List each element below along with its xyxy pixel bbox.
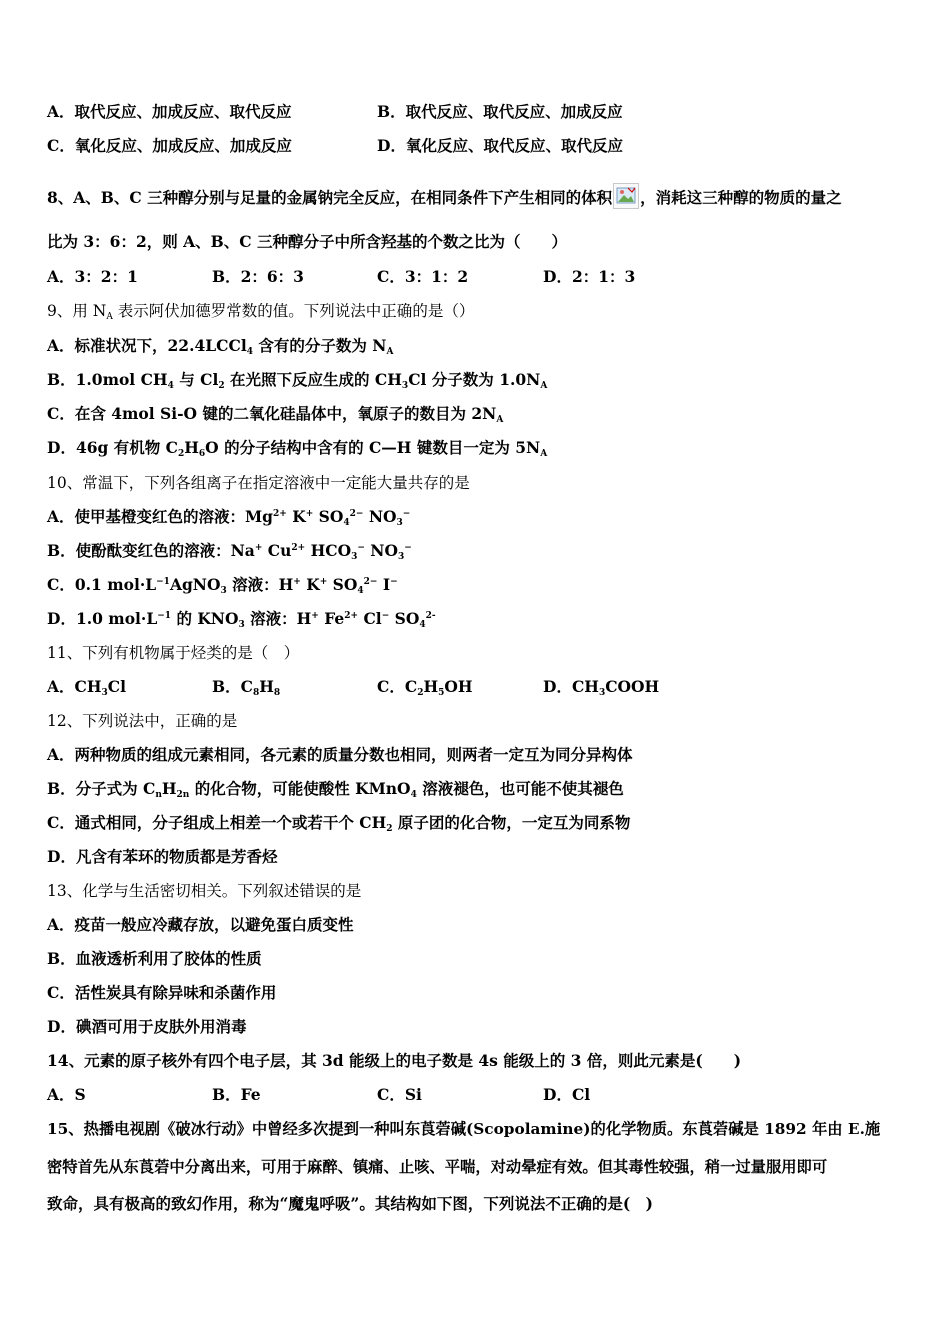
q9-option-a: A．标准状况下，22.4LCCl$_4$ 含有的分子数为 $N_A$ xyxy=(47,336,394,357)
q15-stem-line1: 15、热播电视剧《破冰行动》中曾经多次提到一种叫东莨菪碱(Scopolamine)的化学物质。东莨菪碱是 1892 年由 E.施 xyxy=(47,1120,881,1138)
q13-option-a: A．疫苗一般应冷藏存放，以避免蛋白质变性 xyxy=(47,915,354,934)
q13-option-c: C．活性炭具有除异味和杀菌作用 xyxy=(47,983,277,1002)
q14-option-a: A．S xyxy=(47,1085,86,1104)
q7-option-c: C．氧化反应、加成反应、加成反应 xyxy=(47,136,292,155)
q14-option-d: D．Cl xyxy=(543,1085,591,1104)
q8-stem-line2: 比为 3：6：2，则 A、B、C 三种醇分子中所含羟基的个数之比为（ ） xyxy=(47,232,568,251)
q14-stem: 14、元素的原子核外有四个电子层，其 3d 能级上的电子数是 4s 能级上的 3 倍，则此元素是( ) xyxy=(47,1051,742,1070)
q8-option-a: A．3：2：1 xyxy=(47,267,138,286)
q15-stem-line2: 密特首先从东莨菪中分离出来，可用于麻醉、镇痛、止咳、平喘，对动晕症有效。但其毒性较强，稍一过量服用即可 xyxy=(47,1158,828,1176)
q14-option-b: B．Fe xyxy=(212,1085,261,1104)
q11-option-d: D．$CH_3COOH$ xyxy=(543,677,660,698)
broken-image-icon xyxy=(613,183,639,209)
q7-option-a: A．取代反应、加成反应、取代反应 xyxy=(47,102,292,121)
q10-option-b: B．使酚酞变红色的溶液：Na+ $Cu^{2+}$ $HCO_3^-$ $NO_3^-$ xyxy=(47,541,412,562)
q9-stem: 9、用 $N_A$ 表示阿伏加德罗常数的值。下列说法中正确 · ·的是（） xyxy=(47,301,474,321)
q12-option-a: A．两种物质的组成元素相同，各元素的质量分数也相同，则两者一定互为同分异构体 xyxy=(47,745,633,764)
q10-option-c: C．0.1 $mol\cdot L^{-1}AgNO_3$ 溶液：H+ K+ $SO_4^{2-}$ I− xyxy=(47,575,398,596)
q12-option-d: D．凡含有苯环的物质都是芳香烃 xyxy=(47,847,278,866)
q8-stem-line1: 8、A、B、C 三种醇分别与足量的金属钠完全反应，在相同条件下产生相同的体积 ，消耗这三种醇的物质的量之 xyxy=(47,183,842,209)
q11-stem: 11、下列有机物属于烃类的是（ ） xyxy=(47,644,300,662)
q13-option-b: B．血液透析利用了胶体的性质 xyxy=(47,949,262,968)
q7-option-d: D．氧化反应、取代反应、取代反应 xyxy=(377,136,623,155)
q11-option-c: C．$C_2H_5OH$ xyxy=(377,677,473,698)
q9-option-c: C．在含 4mol Si-O 键的二氧化硅晶体中，氧原子的数目为 $2N_A$ xyxy=(47,404,504,425)
q12-option-b: B．分子式为 $C_nH_{2n}$ 的化合物，可能使酸性 KMnO$_4$ 溶液褪色，也可能不使其褪色 xyxy=(47,779,624,800)
q8-option-b: B．2：6：3 xyxy=(212,267,304,286)
q11-option-b: B．$C_8H_8$ xyxy=(212,677,281,698)
q8-option-c: C．3：1：2 xyxy=(377,267,469,286)
q10-stem: 10、常温下，下列各组离子在指定溶液中一定能大量共存的是 xyxy=(47,474,470,492)
q9-option-b: B．1.0mol $CH_4$ 与 $Cl_2$ 在光照下反应生成的 $CH_3Cl$ 分子数为 $1.0N_A$ xyxy=(47,370,548,391)
q13-option-d: D．碘酒可用于皮肤外用消毒 xyxy=(47,1017,247,1036)
q11-option-a: A．$CH_3Cl$ xyxy=(47,677,127,698)
q12-stem: 12、下列说法中，正确的是 xyxy=(47,712,238,730)
q14-option-c: C．Si xyxy=(377,1085,422,1104)
q10-option-a: A．使甲基橙变红色的溶液：$Mg^{2+}$ K+ $SO_4^{2-}$ $NO_3^-$ xyxy=(47,507,411,528)
q15-stem-line3: 致命，具有极高的致幻作用，称为“魔鬼呼吸”。其结构如下图，下列说法不正确的是( ) xyxy=(47,1194,654,1213)
q13-stem: 13、化学与生活密切相关。下列叙述错误的是 xyxy=(47,882,362,900)
q8-option-d: D．2：1：3 xyxy=(543,267,636,286)
q12-option-c: C．通式相同，分子组成上相差一个或若干个 $CH_2$ 原子团的化合物，一定互为同系物 xyxy=(47,813,631,834)
emphasis-correct: 正确 · · xyxy=(381,302,412,320)
q9-option-d: D．46g 有机物 $C_2H_6O$ 的分子结构中含有的 C—H 键数目一定为 $5N_A$ xyxy=(47,438,548,459)
q7-option-b: B．取代反应、取代反应、加成反应 xyxy=(377,102,623,121)
q10-option-d: D．1.0 $mol\cdot L^{-1}$ 的 $KNO_3$ 溶液：H+ $Fe^{2+}$ Cl− $SO_4^{2-}$ xyxy=(47,609,436,630)
